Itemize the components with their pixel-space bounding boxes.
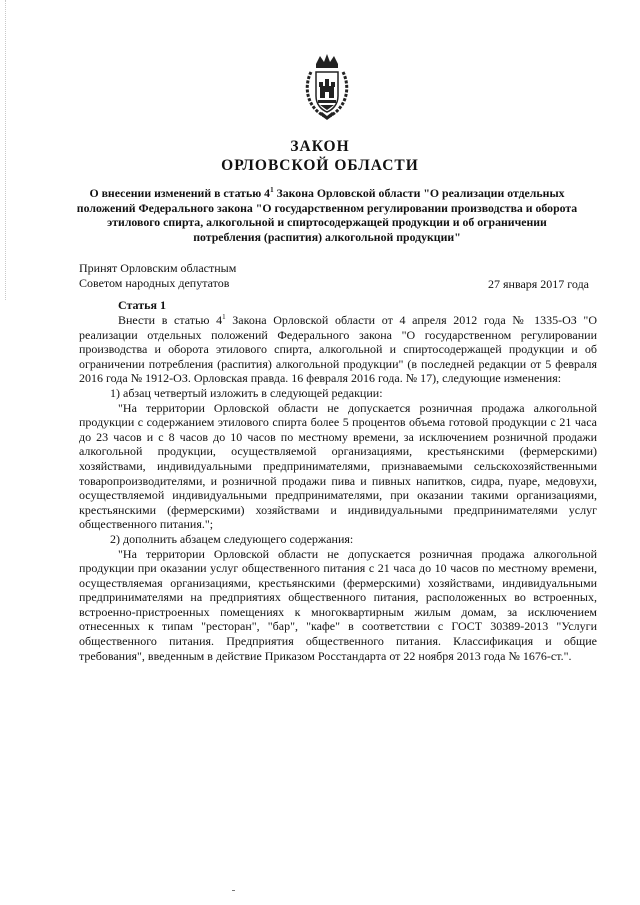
- region-title: ОРЛОВСКОЙ ОБЛАСТИ: [221, 157, 419, 174]
- article-heading: Статья 1: [118, 298, 166, 312]
- intro-text-end: Закона Орловской области от 4 апреля 2012 года № 1335-ОЗ "О реализации отдельных положений Федерального закона "О государственном регулировании производства и оборота этилового спирта, алкогольной и спиртосодержащей продукции и об ограничении потребления (распития) алкогольной продукции" (в последней редакции от 5 февраля 2016 года № 1912-ОЗ. Орловская правда. 16 февраля 2016 года. № 17), следующие изменения:: [79, 313, 597, 386]
- scan-dot-artifact: [232, 890, 235, 891]
- subject-text-end: Закона Орловской области "О реализации отдельных положений Федерального закона "О государственном регулировании производства и оборота этилового спирта, алкогольной и спиртосодержащей продукции и об ограничении потребления (распития) алкогольной продукции": [76, 186, 578, 244]
- amendment-item-2: 2) дополнить абзацем следующего содержания:: [110, 531, 354, 546]
- subject-text-start: О внесении изменений в статью 4: [89, 186, 271, 200]
- coat-of-arms-icon: [302, 52, 352, 122]
- subject-superscript: 1: [270, 186, 274, 195]
- article-body: [79, 313, 597, 663]
- adoption-block: [79, 261, 236, 291]
- amendment-quote-2: "На территории Орловской области не допускается розничная продажа алкогольной продукции при оказании услуг общественного питания с 21 часа до 10 часов по местному времени, осуществляемая организациями, крестьянскими (фермерскими) хозяйствами, индивидуальными предпринимателями на предприятиях общественного питания, расположенных во встроенных, встроенно-пристроенных помещениях к многоквартирным жилым домам, за исключением отнесенных к типам "ресторан", "бар", "кафе" в соответствии с ГОСТ 30389-2013 "Услуги общественного питания. Предприятия общественного питания. Классификация и общие требования", введенным в действие Приказом Росстандарта от 22 ноября 2013 года № 1676-ст.".: [79, 546, 597, 663]
- article-intro: [79, 313, 597, 386]
- intro-superscript: 1: [222, 313, 226, 321]
- adoption-line-2: Советом народных депутатов: [79, 276, 230, 290]
- law-subject: [76, 186, 578, 244]
- adoption-line-1: Принят Орловским областным: [79, 261, 237, 275]
- adoption-date: 27 января 2017 года: [488, 277, 590, 291]
- amendment-item-1: 1) абзац четвертый изложить в следующей редакции:: [110, 385, 383, 400]
- amendment-quote-1: "На территории Орловской области не допускается розничная продажа алкогольной продукции с содержанием этилового спирта более 5 процентов объема готовой продукции с 21 часа до 23 часов и с 8 часов до 10 часов по местному времени, за исключением розничной продажи алкогольной продукции, осуществляемой организациями, крестьянскими (фермерскими) хозяйствами, индивидуальными предпринимателями, признаваемыми сельскохозяйственными товаропроизводителями, и розничной продажи пива и пивных напитков, сидра, пуаре, медовухи, осуществляемой индивидуальными предпринимателями, при оказании такими организациями, крестьянскими (фермерскими) хозяйствами и индивидуальными предпринимателями услуг общественного питания.";: [79, 400, 597, 532]
- intro-text-start: Внести в статью 4: [118, 313, 223, 327]
- law-title: ЗАКОН: [290, 138, 350, 155]
